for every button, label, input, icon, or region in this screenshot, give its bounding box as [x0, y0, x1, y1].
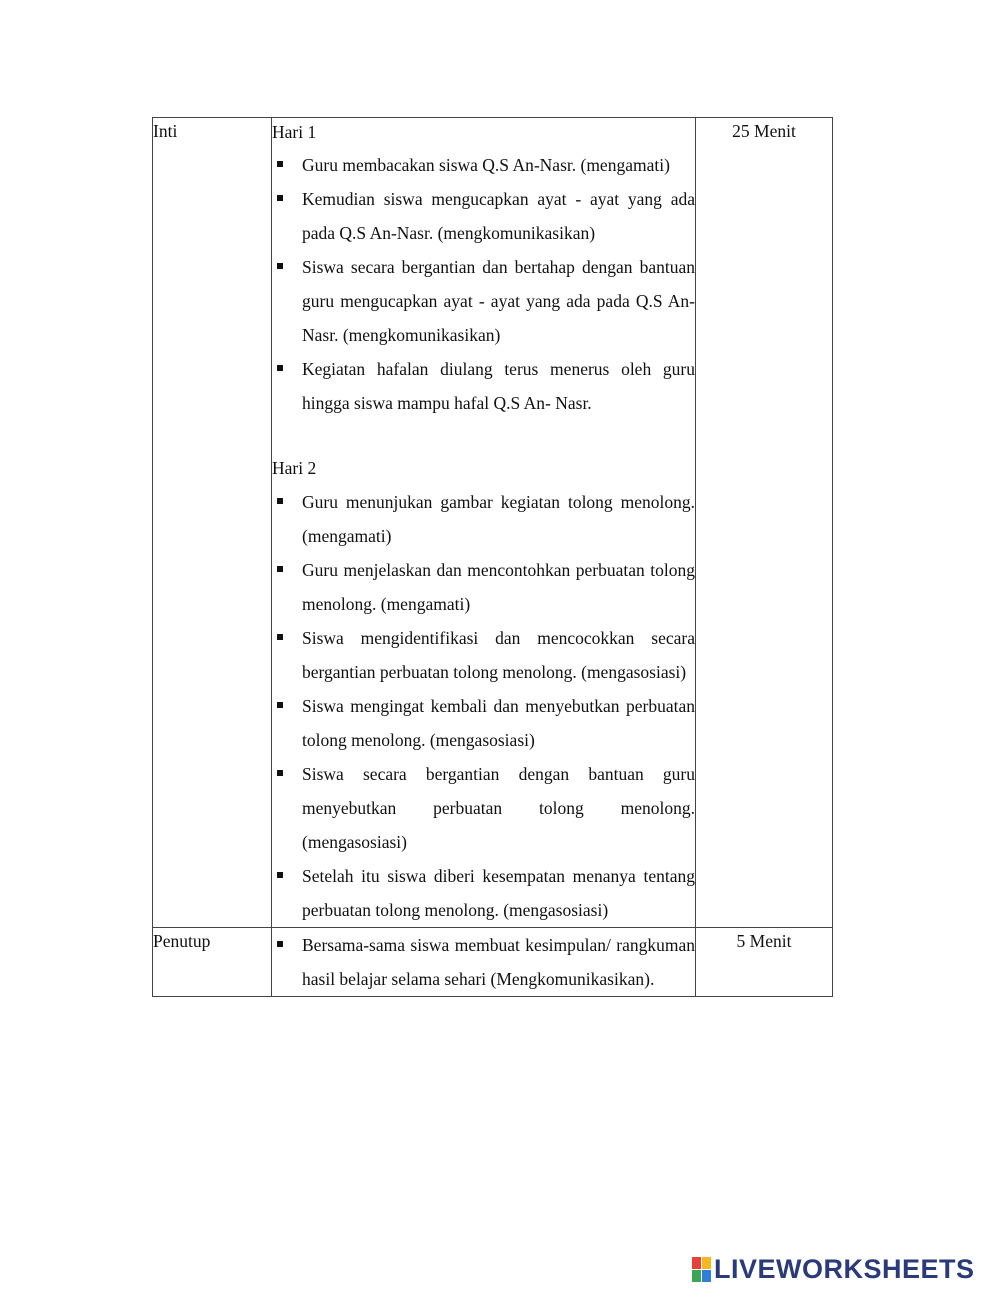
logo-block [692, 1270, 701, 1282]
table-row [153, 928, 833, 997]
list-item: Bersama-sama siswa membuat kesimpulan/ rangkuman hasil belajar selama sehari (Mengkomunikasikan). [302, 928, 695, 996]
logo-blocks-icon [692, 1257, 711, 1282]
duration-cell: 25 Menit [696, 118, 833, 928]
list-item: Kemudian siswa mengucapkan ayat - ayat yang ada pada Q.S An-Nasr. (mengkomunikasikan) [302, 182, 695, 250]
lesson-activities-table [152, 117, 833, 997]
list-item: Guru menjelaskan dan mencontohkan perbuatan tolong menolong. (mengamati) [302, 553, 695, 621]
activities-cell [272, 118, 696, 928]
day-label: Hari 1 [272, 122, 317, 142]
activity-list [272, 928, 695, 996]
logo-block [702, 1257, 711, 1269]
day-label: Hari 2 [272, 458, 317, 478]
list-item: Setelah itu siswa diberi kesempatan menanya tentang perbuatan tolong menolong. (mengasosiasi) [302, 859, 695, 927]
list-item: Guru menunjukan gambar kegiatan tolong menolong. (mengamati) [302, 485, 695, 553]
logo-block [692, 1257, 701, 1269]
table-row [153, 118, 833, 928]
list-item: Siswa secara bergantian dengan bantuan guru menyebutkan perbuatan tolong menolong. (mengasosiasi) [302, 757, 695, 859]
list-item: Siswa mengingat kembali dan menyebutkan perbuatan tolong menolong. (mengasosiasi) [302, 689, 695, 757]
list-item: Guru membacakan siswa Q.S An-Nasr. (mengamati) [302, 148, 695, 182]
phase-cell: Penutup [153, 928, 272, 997]
activity-list [272, 148, 695, 420]
activities-cell [272, 928, 696, 997]
duration-cell: 5 Menit [696, 928, 833, 997]
liveworksheets-logo [692, 1254, 975, 1285]
list-item: Siswa secara bergantian dan bertahap dengan bantuan guru mengucapkan ayat - ayat yang ada pada Q.S An-Nasr. (mengkomunikasikan) [302, 250, 695, 352]
list-item: Kegiatan hafalan diulang terus menerus oleh guru hingga siswa mampu hafal Q.S An- Nasr. [302, 352, 695, 420]
list-item: Siswa mengidentifikasi dan mencocokkan secara bergantian perbuatan tolong menolong. (mengasosiasi) [302, 621, 695, 689]
phase-cell: Inti [153, 118, 272, 928]
logo-block [702, 1270, 711, 1282]
activity-list [272, 485, 695, 927]
logo-text: LIVEWORKSHEETS [714, 1254, 975, 1284]
